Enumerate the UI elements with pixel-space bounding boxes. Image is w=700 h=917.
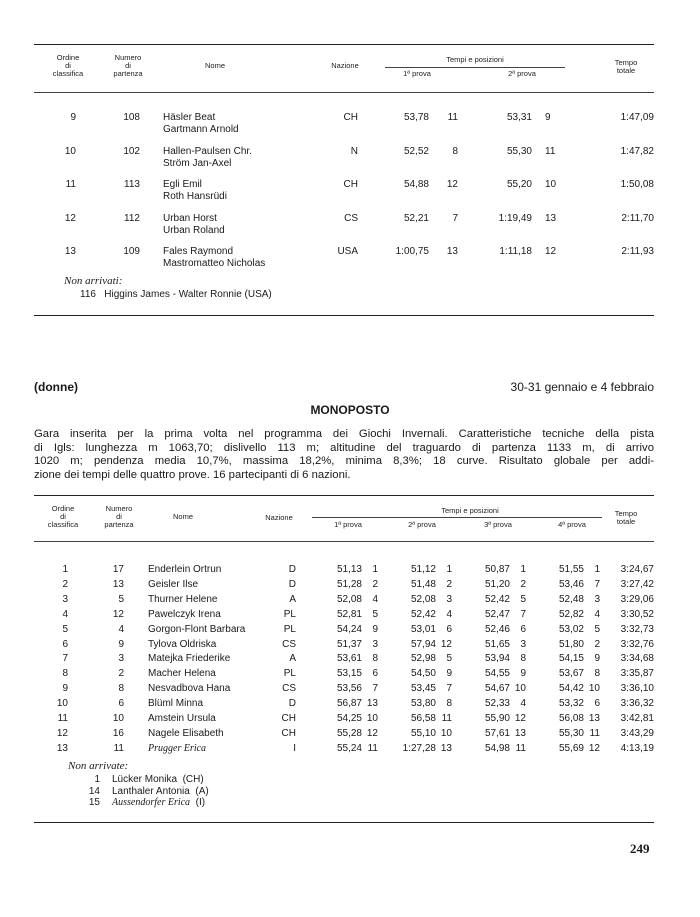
header-nazione: Nazione [265, 513, 293, 522]
cell-name: Geisler Ilse [148, 579, 199, 590]
cell-rank-4: 13 [588, 713, 600, 724]
cell-time-1: 1:00,75 [395, 246, 429, 257]
cell-nazione: CS [282, 639, 296, 650]
non-arrivate-label: Non arrivate: [68, 760, 129, 772]
cell-rank-1: 4 [372, 594, 378, 605]
cell-total: 1:47,82 [620, 146, 654, 157]
cell-nazione: A [289, 594, 296, 605]
cell-pos: 5 [62, 624, 68, 635]
cell-num: 3 [118, 653, 124, 664]
cell-time-4: 56,08 [558, 713, 584, 724]
cell-rank-3: 9 [520, 668, 526, 679]
cell-nazione: PL [283, 609, 296, 620]
cell-pos-1: 8 [452, 146, 458, 157]
cell-rank-3: 8 [520, 653, 526, 664]
cell-pos-2: 11 [545, 146, 556, 157]
cell-time-4: 53,67 [558, 668, 584, 679]
cell-rank-1: 7 [372, 683, 378, 694]
cell-total: 3:24,67 [620, 564, 654, 575]
header-nazione: Nazione [331, 61, 359, 70]
cell-time-3: 52,33 [484, 698, 510, 709]
cell-nazione: CS [344, 213, 358, 224]
cell-time-2: 52,08 [410, 594, 436, 605]
cell-num: 102 [123, 146, 140, 157]
cell-name: Amstein Ursula [148, 713, 216, 724]
cell-pos: 10 [56, 698, 68, 709]
cell-nazione: USA [337, 246, 358, 257]
cell-total: 3:32,76 [620, 639, 654, 650]
cell-time-4: 52,48 [558, 594, 584, 605]
cell-name: Nesvadbova Hana [148, 683, 231, 694]
cell-name-2: Urban Roland [163, 225, 225, 236]
cell-rank-3: 2 [520, 579, 526, 590]
cell-nazione: CH [281, 713, 296, 724]
cell-time-3: 54,98 [484, 743, 510, 754]
cell-rank-1: 13 [366, 698, 378, 709]
cell-time-2: 53,80 [410, 698, 436, 709]
cell-nazione: A [289, 653, 296, 664]
cell-time-1: 51,28 [336, 579, 362, 590]
cell-total: 4:13,19 [620, 743, 654, 754]
header-prova-2: 2ª prova [508, 69, 536, 78]
cell-rank-2: 2 [446, 579, 452, 590]
description-line: 1020 m; pendenza media 10,7%, massima 18,2%, minima 8,3%; 18 curve. Risultato globale per addi- [34, 455, 654, 468]
cell-num: 113 [124, 179, 140, 190]
cell-time-1: 55,24 [336, 743, 362, 754]
cell-rank-4: 1 [594, 564, 600, 575]
cell-rank-1: 3 [372, 639, 378, 650]
header-ordine-line2: di [65, 61, 71, 70]
cell-time-1: 53,78 [403, 112, 429, 123]
cell-time-1: 52,08 [336, 594, 362, 605]
header-nome: Nome [172, 512, 193, 521]
cell-pos-2: 12 [545, 246, 557, 257]
cell-total: 3:27,42 [620, 579, 654, 590]
cell-pos: 8 [62, 668, 68, 679]
cell-time-3: 55,90 [484, 713, 510, 724]
header-numero-line1: Numero [114, 53, 142, 62]
cell-name: Thurner Helene [148, 594, 218, 605]
cell-pos-1: 13 [446, 246, 458, 257]
cell-time-1: 53,56 [336, 683, 362, 694]
cell-time-3: 53,94 [484, 653, 510, 664]
cell-total: 1:50,08 [620, 179, 654, 190]
cell-time-1: 54,88 [403, 179, 429, 190]
non-arrivati-num: 116 [80, 289, 96, 300]
cell-rank-2: 12 [440, 639, 452, 650]
cell-time-1: 53,61 [336, 653, 362, 664]
cell-num: 108 [123, 112, 140, 123]
table1-header-rule [34, 92, 654, 93]
cell-rank-3: 11 [515, 743, 526, 754]
cell-time-4: 53,02 [558, 624, 584, 635]
non-arrivate-entry [112, 786, 209, 798]
cell-pos: 7 [62, 653, 68, 664]
cell-name-2: Gartmann Arnold [163, 124, 239, 135]
cell-pos: 11 [57, 713, 68, 724]
header-totale-line2: totale [616, 66, 636, 75]
cell-rank-4: 6 [594, 698, 600, 709]
cell-num: 2 [118, 668, 124, 679]
header-nome: Nome [204, 61, 225, 70]
cell-time-2: 56,58 [410, 713, 436, 724]
cell-pos-2: 10 [545, 179, 557, 190]
cell-time-4: 55,30 [558, 728, 584, 739]
cell-rank-1: 6 [372, 668, 378, 679]
cell-rank-1: 10 [366, 713, 378, 724]
cell-rank-3: 1 [520, 564, 526, 575]
cell-rank-3: 3 [520, 639, 526, 650]
cell-name: Pawelczyk Irena [148, 609, 221, 620]
cell-time-3: 54,67 [484, 683, 510, 694]
non-arrivati-item [80, 289, 272, 301]
non-arrivati-label: Non arrivati: [64, 275, 123, 287]
non-arrivate-nazione: (A) [195, 785, 209, 797]
cell-rank-1: 2 [372, 579, 378, 590]
header-numero-line3: partenza [113, 69, 143, 78]
cell-num: 112 [124, 213, 140, 224]
cell-name: Urban Horst [163, 213, 217, 224]
header-numero-line1: Numero [105, 504, 133, 513]
cell-pos: 6 [62, 639, 68, 650]
cell-time-2: 53,45 [410, 683, 436, 694]
cell-rank-4: 3 [594, 594, 600, 605]
cell-pos: 4 [62, 609, 68, 620]
cell-time-3: 52,42 [484, 594, 510, 605]
cell-time-2: 57,94 [410, 639, 436, 650]
cell-total: 2:11,70 [621, 213, 654, 224]
cell-name: Häsler Beat [163, 112, 216, 123]
cell-rank-3: 7 [520, 609, 526, 620]
cell-time-4: 52,82 [558, 609, 584, 620]
cell-time-3: 57,61 [484, 728, 510, 739]
cell-num: 4 [118, 624, 124, 635]
cell-pos-2: 9 [545, 112, 551, 123]
cell-rank-1: 1 [372, 564, 378, 575]
cell-num: 12 [112, 609, 124, 620]
cell-nazione: CS [282, 683, 296, 694]
cell-rank-2: 4 [446, 609, 452, 620]
non-arrivate-name: Aussendorfer Erica [112, 797, 191, 808]
cell-nazione: CH [343, 179, 358, 190]
cell-time-3: 52,47 [484, 609, 510, 620]
header-totale-line1: Tempo [614, 509, 638, 518]
non-arrivate-nazione: (CH) [182, 774, 204, 785]
cell-rank-1: 9 [372, 624, 378, 635]
header-ordine-line3: classifica [52, 69, 84, 78]
cell-time-2: 54,50 [410, 668, 436, 679]
header-ordine [41, 505, 85, 529]
cell-total: 3:30,52 [620, 609, 654, 620]
cell-time-1: 56,87 [336, 698, 362, 709]
header-prova-4: 4ª prova [558, 520, 586, 529]
cell-name: Tylova Oldriska [148, 639, 217, 650]
cell-time-4: 54,42 [558, 683, 584, 694]
cell-rank-3: 13 [514, 728, 526, 739]
cell-name: Hallen-Paulsen Chr. [163, 146, 252, 157]
header-numero-line2: di [125, 61, 131, 70]
header-ordine [46, 54, 90, 78]
cell-time-2: 1:11,18 [499, 246, 532, 257]
cell-rank-2: 7 [446, 683, 452, 694]
cell-time-4: 51,55 [558, 564, 584, 575]
cell-nazione: PL [283, 624, 296, 635]
cell-rank-4: 4 [594, 609, 600, 620]
cell-rank-3: 6 [520, 624, 526, 635]
cell-time-2: 55,20 [506, 179, 532, 190]
header-tempi: Tempi e posizioni [446, 55, 504, 64]
cell-rank-4: 7 [594, 579, 600, 590]
cell-nazione: D [288, 698, 296, 709]
non-arrivate-nazione: (I) [195, 797, 206, 808]
header-ordine-line2: di [60, 512, 66, 521]
cell-time-3: 52,46 [484, 624, 510, 635]
header-ordine-line1: Ordine [56, 53, 80, 62]
cell-nazione: I [293, 743, 296, 754]
header-numero-line3: partenza [104, 520, 134, 529]
cell-time-1: 52,52 [403, 146, 429, 157]
cell-pos: 2 [62, 579, 68, 590]
cell-num: 6 [118, 698, 124, 709]
cell-nazione: CH [343, 112, 358, 123]
header-numero [97, 505, 141, 529]
cell-rank-2: 6 [446, 624, 452, 635]
cell-rank-2: 9 [446, 668, 452, 679]
table2-bottom-rule [34, 822, 654, 823]
cell-pos: 9 [62, 683, 68, 694]
section-category: (donne) [34, 380, 78, 394]
page-number: 249 [630, 841, 650, 856]
cell-time-2: 52,98 [410, 653, 436, 664]
cell-total: 3:34,68 [620, 653, 654, 664]
header-ordine-line1: Ordine [51, 504, 75, 513]
cell-pos: 1 [62, 564, 68, 575]
cell-num: 109 [123, 246, 140, 257]
cell-total: 3:36,32 [620, 698, 654, 709]
section-dates: 30-31 gennaio e 4 febbraio [510, 380, 654, 394]
cell-rank-3: 10 [514, 683, 526, 694]
cell-time-4: 53,46 [558, 579, 584, 590]
non-arrivate-name: Lücker Monika [112, 774, 178, 785]
description-line: zione dei tempi delle quattro prove. 16 partecipanti di 6 nazioni. [34, 468, 351, 481]
cell-total: 3:43,29 [620, 728, 654, 739]
header-totale-line1: Tempo [614, 58, 638, 67]
cell-name: Egli Emil [163, 179, 202, 190]
cell-name: Blüml Minna [148, 698, 204, 709]
cell-num: 16 [112, 728, 124, 739]
non-arrivate-num: 15 [88, 797, 100, 808]
table2-top-rule [34, 495, 654, 496]
cell-rank-2: 5 [446, 653, 452, 664]
cell-nazione: D [288, 564, 296, 575]
cell-total: 3:42,81 [620, 713, 654, 724]
cell-rank-4: 12 [588, 743, 600, 754]
cell-time-1: 55,28 [336, 728, 362, 739]
header-prova-1: 1ª prova [334, 520, 362, 529]
cell-name: Gorgon-Flont Barbara [148, 624, 246, 635]
cell-rank-4: 5 [594, 624, 600, 635]
cell-pos-1: 11 [447, 112, 458, 123]
cell-time-2: 51,48 [410, 579, 436, 590]
cell-nazione: PL [283, 668, 296, 679]
cell-rank-2: 11 [441, 713, 452, 724]
cell-time-4: 53,32 [558, 698, 584, 709]
cell-name: Prugger Erica [148, 743, 207, 754]
section-title: MONOPOSTO [310, 403, 390, 417]
cell-name: Fales Raymond [163, 246, 234, 257]
cell-rank-4: 8 [594, 668, 600, 679]
cell-time-3: 50,87 [484, 564, 510, 575]
cell-name: Macher Helena [148, 668, 216, 679]
cell-name-2: Ström Jan-Axel [163, 158, 232, 169]
cell-nazione: N [350, 146, 358, 157]
cell-time-4: 54,15 [558, 653, 584, 664]
cell-rank-4: 10 [588, 683, 600, 694]
cell-name: Nagele Elisabeth [148, 728, 224, 739]
cell-time-1: 54,25 [336, 713, 362, 724]
description-line: di Igls: lunghezza m 1063,70; dislivello 113 m; altitudine del traguardo di partenza 1133 m, di arrivo [34, 441, 654, 454]
cell-name-2: Mastromatteo Nicholas [163, 258, 266, 269]
cell-rank-4: 11 [589, 728, 600, 739]
cell-num: 11 [113, 743, 124, 754]
cell-rank-4: 9 [594, 653, 600, 664]
cell-rank-2: 13 [440, 743, 452, 754]
header-totale-line2: totale [616, 517, 636, 526]
non-arrivate-num: 14 [88, 785, 100, 797]
cell-time-1: 52,81 [336, 609, 362, 620]
cell-rank-2: 8 [446, 698, 452, 709]
cell-pos: 13 [64, 246, 76, 257]
cell-pos: 3 [62, 594, 68, 605]
cell-pos: 9 [70, 112, 76, 123]
cell-time-3: 51,65 [484, 639, 510, 650]
cell-pos: 12 [64, 213, 76, 224]
cell-time-3: 54,55 [484, 668, 510, 679]
cell-name: Matejka Friederike [148, 653, 231, 664]
cell-pos-1: 12 [446, 179, 458, 190]
header-tempi: Tempi e posizioni [441, 506, 499, 515]
cell-time-2: 55,30 [506, 146, 532, 157]
cell-time-4: 55,69 [558, 743, 584, 754]
cell-total: 3:29,06 [620, 594, 654, 605]
non-arrivate-num: 1 [94, 774, 100, 785]
cell-nazione: D [288, 579, 296, 590]
table1-top-rule [34, 44, 654, 45]
cell-time-1: 51,37 [336, 639, 362, 650]
non-arrivate-entry [112, 797, 205, 809]
cell-pos: 13 [56, 743, 68, 754]
description-line: Gara inserita per la prima volta nel programma dei Giochi Invernali. Caratteristiche tecniche della pista [34, 428, 654, 440]
header-tempi-rule [312, 517, 602, 518]
cell-pos-2: 13 [545, 213, 557, 224]
cell-num: 5 [118, 594, 124, 605]
table1-bottom-rule [34, 315, 654, 316]
cell-time-2: 53,01 [410, 624, 436, 635]
cell-rank-1: 11 [367, 743, 378, 754]
cell-pos: 10 [64, 146, 76, 157]
cell-time-1: 53,15 [336, 668, 362, 679]
non-arrivati-text: Higgins James - Walter Ronnie (USA) [104, 289, 272, 300]
cell-time-4: 51,80 [558, 639, 584, 650]
cell-rank-3: 4 [520, 698, 526, 709]
header-ordine-line3: classifica [47, 520, 79, 529]
cell-nazione: CH [281, 728, 296, 739]
cell-total: 3:32,73 [620, 624, 654, 635]
cell-name: Enderlein Ortrun [148, 564, 222, 575]
header-prova-1: 1ª prova [403, 69, 431, 78]
section-description [34, 428, 654, 482]
header-prova-2: 2ª prova [408, 520, 436, 529]
cell-time-2: 55,10 [410, 728, 436, 739]
header-totale [608, 59, 644, 75]
header-numero-line2: di [116, 512, 122, 521]
cell-rank-1: 12 [366, 728, 378, 739]
cell-rank-4: 2 [594, 639, 600, 650]
cell-time-2: 53,31 [506, 112, 532, 123]
cell-pos: 11 [65, 179, 76, 190]
cell-rank-2: 1 [446, 564, 452, 575]
cell-time-3: 51,20 [484, 579, 510, 590]
cell-rank-3: 5 [520, 594, 526, 605]
cell-num: 17 [112, 564, 124, 575]
cell-rank-2: 3 [446, 594, 452, 605]
cell-time-2: 51,12 [410, 564, 436, 575]
cell-rank-1: 8 [372, 653, 378, 664]
cell-time-1: 54,24 [336, 624, 362, 635]
cell-rank-2: 10 [440, 728, 452, 739]
cell-rank-3: 12 [514, 713, 526, 724]
non-arrivate-entry [112, 774, 204, 786]
cell-time-2: 1:27,28 [402, 743, 436, 754]
table2-header-rule [34, 541, 654, 542]
cell-total: 3:36,10 [620, 683, 654, 694]
cell-pos: 12 [56, 728, 68, 739]
cell-time-1: 51,13 [336, 564, 362, 575]
cell-num: 8 [118, 683, 124, 694]
header-tempi-rule [385, 67, 565, 68]
cell-time-2: 1:19,49 [498, 213, 532, 224]
cell-name-2: Roth Hansrüdi [163, 191, 227, 202]
cell-num: 13 [112, 579, 124, 590]
cell-pos-1: 7 [452, 213, 458, 224]
header-prova-3: 3ª prova [484, 520, 512, 529]
cell-total: 3:35,87 [620, 668, 654, 679]
header-numero [106, 54, 150, 78]
cell-total: 2:11,93 [621, 246, 654, 257]
non-arrivate-name: Lanthaler Antonia [112, 785, 190, 797]
cell-num: 9 [118, 639, 124, 650]
cell-time-1: 52,21 [403, 213, 429, 224]
header-totale [608, 510, 644, 526]
cell-rank-1: 5 [372, 609, 378, 620]
cell-total: 1:47,09 [620, 112, 654, 123]
cell-num: 10 [112, 713, 124, 724]
cell-time-2: 52,42 [410, 609, 436, 620]
